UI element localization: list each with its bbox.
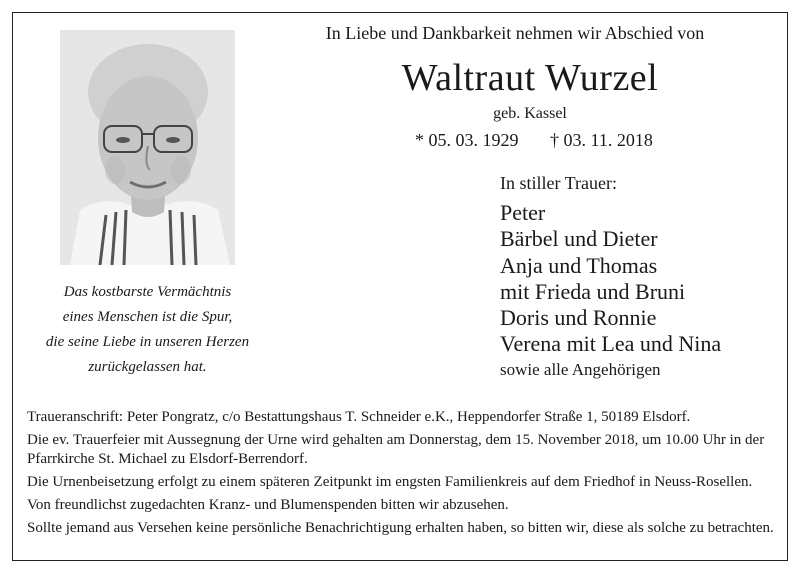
mourner-name: mit Frieda und Bruni: [500, 278, 686, 304]
mourning-intro: In stiller Trauer:: [500, 173, 617, 193]
mourner-name: Bärbel und Dieter: [500, 226, 658, 252]
quote-line: zurückgelassen hat.: [88, 359, 207, 375]
funeral-information: [27, 408, 777, 542]
portrait-image: [60, 30, 235, 265]
birth-name: geb. Kassel: [493, 105, 567, 122]
portrait-photo: [60, 30, 235, 265]
mourner-name: Verena mit Lea und Nina: [500, 331, 722, 357]
mourning-address: Traueranschrift: Peter Pongratz, c/o Bestattungshaus T. Schneider e.K., Heppendorfer Straße 1, 50189 Elsdorf.: [27, 409, 691, 425]
mourner-name: Peter: [500, 200, 546, 225]
relatives-line: sowie alle Angehörigen: [500, 360, 661, 379]
flowers-info: Von freundlichst zugedachten Kranz- und Blumenspenden bitten wir abzusehen.: [27, 497, 509, 513]
ceremony-info: Die ev. Trauerfeier mit Aussegnung der Urne wird gehalten am Donnerstag, dem 15. November 2018, um 10.00 Uhr in der Pfarrkirche St. Michael zu Elsdorf-Berrendorf.: [27, 432, 765, 467]
mourner-name: Anja und Thomas: [500, 252, 658, 278]
quote-line: Das kostbarste Vermächtnis: [63, 284, 232, 300]
deceased-name: Waltraut Wurzel: [401, 57, 659, 99]
farewell-intro: In Liebe und Dankbarkeit nehmen wir Abschied von: [325, 23, 705, 43]
notification-info: Sollte jemand aus Versehen keine persönliche Benachrichtigung erhalten haben, so bitten wir, diese als solche zu betrachten.: [27, 520, 774, 536]
mourners-list: [500, 200, 721, 358]
memorial-quote: [20, 280, 275, 380]
burial-info: Die Urnenbeisetzung erfolgt zu einem späteren Zeitpunkt im engsten Familienkreis auf dem Friedhof in Neuss-Rosellen.: [27, 474, 753, 490]
death-date: † 03. 11. 2018: [550, 130, 653, 150]
quote-line: eines Menschen ist die Spur,: [62, 309, 233, 325]
quote-line: die seine Liebe in unseren Herzen: [45, 334, 250, 350]
birth-date: * 05. 03. 1929: [415, 130, 519, 150]
mourner-name: Doris und Ronnie: [500, 305, 657, 331]
